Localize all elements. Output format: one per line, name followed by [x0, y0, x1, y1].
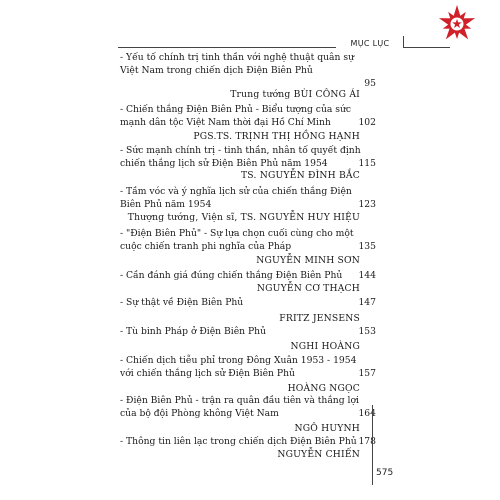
entry-author: Trung tướng BÙI CÔNG ÁI — [230, 89, 360, 100]
entry-author: NGUYỄN CHIẾN — [277, 449, 360, 460]
entry-page-number: 153 — [358, 326, 376, 337]
entry-author: Thượng tướng, Viện sĩ, TS. NGUYỄN HUY HIỆU — [127, 212, 360, 223]
entry-page-number: 147 — [358, 297, 376, 308]
entry-page-number: 164 — [358, 408, 376, 419]
entry-page-number: 178 — [358, 436, 376, 447]
entry-author: NGUYỄN MINH SƠN — [256, 255, 360, 266]
entry-title: - Sự thật về Điện Biên Phủ — [120, 297, 244, 308]
entry-author: NGUYỄN CƠ THẠCH — [256, 283, 360, 294]
entry-title: - Sức mạnh chính trị - tinh thần, nhân tố quyết định chiến thắng lịch sử Điện Biên Phủ năm 1954 — [120, 145, 361, 169]
entry-title: - Chiến dịch tiễu phỉ trong Đông Xuân 1953 - 1954 với chiến thắng lịch sử Điện Biên Phủ — [120, 355, 357, 379]
entry-page-number: 144 — [358, 270, 376, 281]
entry-author: NGÔ HUYNH — [294, 423, 360, 434]
entry-page-number: 102 — [358, 117, 376, 128]
entry-author: PGS.TS. TRỊNH THỊ HỒNG HẠNH — [193, 131, 360, 142]
entry-title: - Chiến thắng Điện Biên Phủ - Biểu tượng của sức mạnh dân tộc Việt Nam thời đại Hồ Chí Minh — [120, 104, 352, 128]
entry-page-number: 123 — [358, 199, 376, 210]
entry-title: - Yếu tố chính trị tinh thần với nghệ thuật quân sự Việt Nam trong chiến dịch Điện Biên Phủ — [120, 52, 354, 76]
entry-page-number: 135 — [358, 241, 376, 252]
entry-author: TS. NGUYỄN ĐÌNH BẮC — [240, 170, 360, 181]
entry-author: HOÀNG NGỌC — [287, 383, 360, 394]
entry-author: FRITZ JENSENS — [279, 313, 360, 324]
entry-title: - "Điện Biên Phủ" - Sự lựa chọn cuối cùng cho một cuộc chiến tranh phi nghĩa của Pháp — [120, 228, 354, 252]
entry-title: - Thông tin liên lạc trong chiến dịch Điện Biên Phủ — [120, 436, 357, 447]
entry-page-number: 115 — [358, 158, 376, 169]
entry-title: - Tù binh Pháp ở Điện Biên Phủ — [120, 326, 267, 337]
page-number: 575 — [376, 468, 394, 478]
entry-page-number: 95 — [364, 78, 376, 89]
entry-title: - Điện Biên Phủ - trận ra quân đầu tiên và thắng lợi của bộ đội Phòng không Việt Nam — [120, 395, 359, 419]
entry-title: - Tầm vóc và ý nghĩa lịch sử của chiến thắng Điện Biên Phủ năm 1954 — [120, 186, 352, 210]
entry-page-number: 157 — [358, 368, 376, 379]
section-title: MỤC LỤC — [336, 39, 404, 48]
page-edge-rule — [372, 405, 373, 485]
entry-author: NGHI HOÀNG — [290, 341, 360, 352]
entry-title: - Cần đánh giá đúng chiến thắng Điện Biên Phủ — [120, 270, 343, 281]
